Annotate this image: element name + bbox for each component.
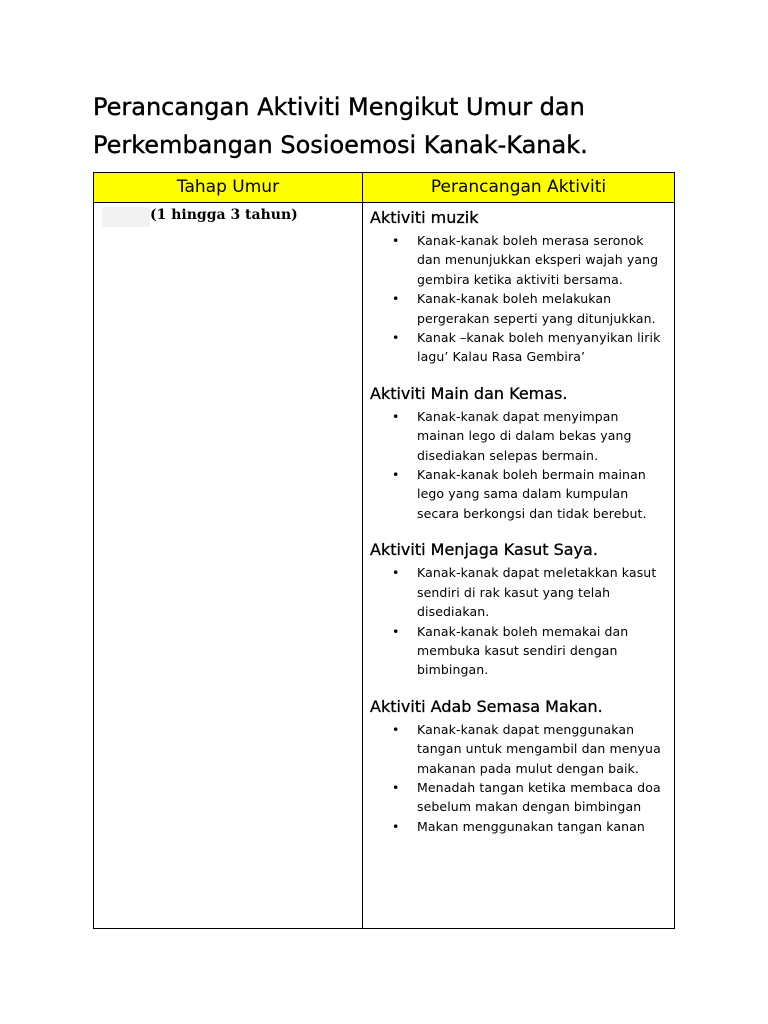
list-item: • Kanak-kanak dapat menyimpan mainan lego di dalam bekas yang disediakan selepas bermain.: [370, 407, 670, 465]
bullet-list: [370, 231, 670, 367]
list-item: • Kanak-kanak dapat menggunakan tangan untuk mengambil dan menyua makanan pada mulut dengan baik.: [370, 720, 670, 778]
section-adab-makan: [370, 696, 670, 836]
header-tahap-umur: Tahap Umur: [176, 177, 280, 197]
title-line-2: Perkembangan Sosioemosi Kanak-Kanak.: [93, 131, 588, 159]
list-item: • Menadah tangan ketika membaca doa sebelum makan dengan bimbingan: [370, 778, 670, 817]
section-title: Aktiviti muzik: [370, 208, 479, 227]
bullet-list: [370, 720, 670, 836]
section-title: Aktiviti Main dan Kemas.: [370, 383, 568, 403]
list-item: • Kanak-kanak dapat meletakkan kasut sendiri di rak kasut yang telah disediakan.: [370, 563, 670, 621]
list-item: • Makan menggunakan tangan kanan: [370, 817, 670, 836]
header-perancangan-aktiviti: Perancangan Aktiviti: [430, 177, 607, 197]
activities-column: [370, 207, 670, 852]
section-title: Aktiviti Adab Semasa Makan.: [370, 696, 603, 716]
list-item: • Kanak –kanak boleh menyanyikan lirik lagu’ Kalau Rasa Gembira’: [370, 328, 670, 367]
list-item: • Kanak-kanak boleh melakukan pergerakan seperti yang ditunjukkan.: [370, 289, 670, 328]
section-menjaga-kasut: [370, 539, 670, 679]
section-muzik: [370, 207, 670, 367]
age-cell-highlight: [102, 207, 150, 227]
bullet-list: [370, 563, 670, 679]
title-line-1: Perancangan Aktiviti Mengikut Umur dan: [93, 93, 585, 121]
page-title: [93, 88, 713, 164]
table-header-row: [94, 173, 674, 203]
section-main-kemas: [370, 383, 670, 523]
age-range: (1 hingga 3 tahun): [150, 207, 298, 223]
column-divider: [362, 173, 363, 928]
list-item: • Kanak-kanak boleh memakai dan membuka kasut sendiri dengan bimbingan.: [370, 622, 670, 680]
list-item: • Kanak-kanak boleh bermain mainan lego yang sama dalam kumpulan secara berkongsi dan tidak berebut.: [370, 465, 670, 523]
list-item: • Kanak-kanak boleh merasa seronok dan menunjukkan eksperi wajah yang gembira ketika aktiviti bersama.: [370, 231, 670, 289]
bullet-list: [370, 407, 670, 523]
activity-table: [93, 172, 675, 929]
section-title: Aktiviti Menjaga Kasut Saya.: [370, 540, 598, 560]
